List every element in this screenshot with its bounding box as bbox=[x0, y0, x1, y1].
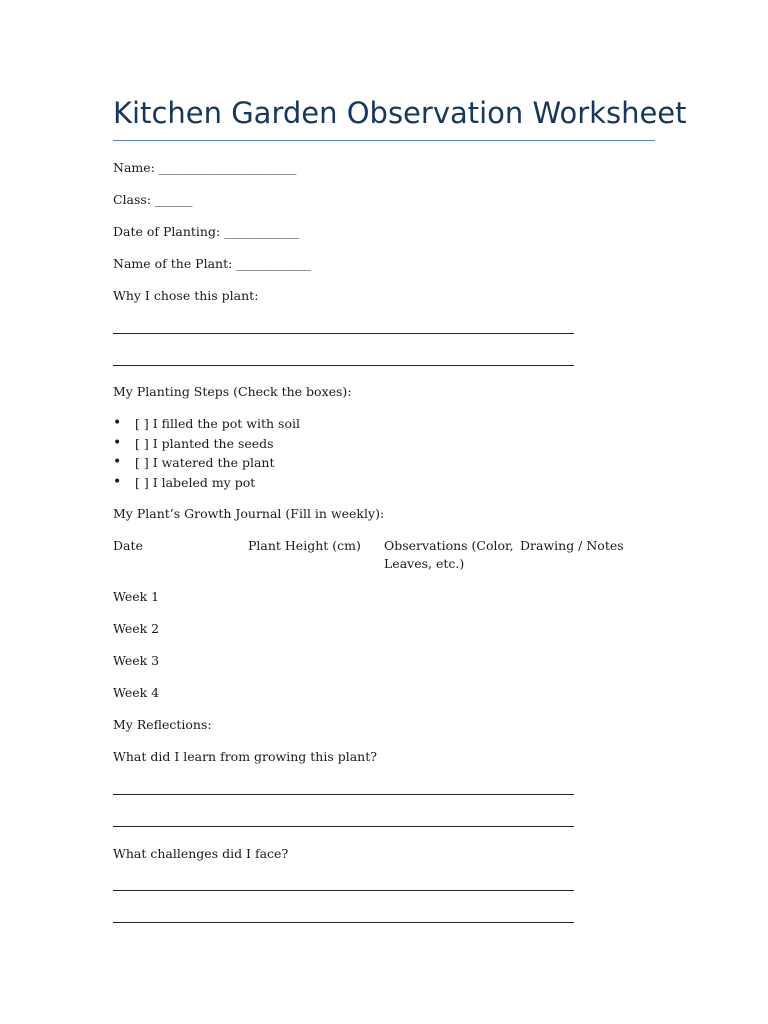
answer-line[interactable] bbox=[113, 890, 574, 891]
answer-line[interactable] bbox=[113, 826, 574, 827]
question-challenges: What challenges did I face? bbox=[113, 846, 289, 861]
list-item[interactable]: • [ ] I filled the pot with soil bbox=[113, 414, 300, 434]
table-row-week-4: Week 4 bbox=[113, 685, 160, 700]
answer-line[interactable] bbox=[113, 794, 574, 795]
answer-line[interactable] bbox=[113, 365, 574, 366]
bullet-icon: • bbox=[113, 434, 122, 451]
bullet-icon: • bbox=[113, 473, 122, 490]
planting-steps-heading: My Planting Steps (Check the boxes): bbox=[113, 384, 352, 399]
why-chose-label: Why I chose this plant: bbox=[113, 288, 259, 303]
plant-name-field[interactable]: Name of the Plant: ____________ bbox=[113, 256, 312, 271]
bullet-icon: • bbox=[113, 415, 122, 431]
page-title: Kitchen Garden Observation Worksheet bbox=[113, 93, 655, 141]
table-row-week-1: Week 1 bbox=[113, 589, 160, 604]
column-header-height: Plant Height (cm) bbox=[248, 538, 361, 553]
name-field[interactable]: Name: ______________________ bbox=[113, 160, 297, 175]
list-item[interactable]: • [ ] I watered the plant bbox=[113, 453, 300, 473]
table-row-week-3: Week 3 bbox=[113, 653, 160, 668]
date-of-planting-field[interactable]: Date of Planting: ____________ bbox=[113, 224, 300, 239]
column-header-drawing-notes: Drawing / Notes bbox=[520, 538, 624, 553]
list-item[interactable]: • [ ] I labeled my pot bbox=[113, 473, 300, 493]
question-learned: What did I learn from growing this plant? bbox=[113, 749, 377, 764]
planting-steps-list bbox=[113, 414, 300, 492]
answer-line[interactable] bbox=[113, 333, 574, 334]
answer-line[interactable] bbox=[113, 922, 574, 923]
reflections-heading: My Reflections: bbox=[113, 717, 212, 732]
column-header-observations: Observations (Color, Leaves, etc.) bbox=[384, 538, 514, 571]
list-item[interactable]: • [ ] I planted the seeds bbox=[113, 434, 300, 454]
table-row-week-2: Week 2 bbox=[113, 621, 160, 636]
class-field[interactable]: Class: ______ bbox=[113, 192, 193, 207]
column-header-date: Date bbox=[113, 538, 143, 553]
bullet-icon: • bbox=[113, 454, 122, 470]
growth-journal-heading: My Plant’s Growth Journal (Fill in weekly): bbox=[113, 506, 385, 521]
